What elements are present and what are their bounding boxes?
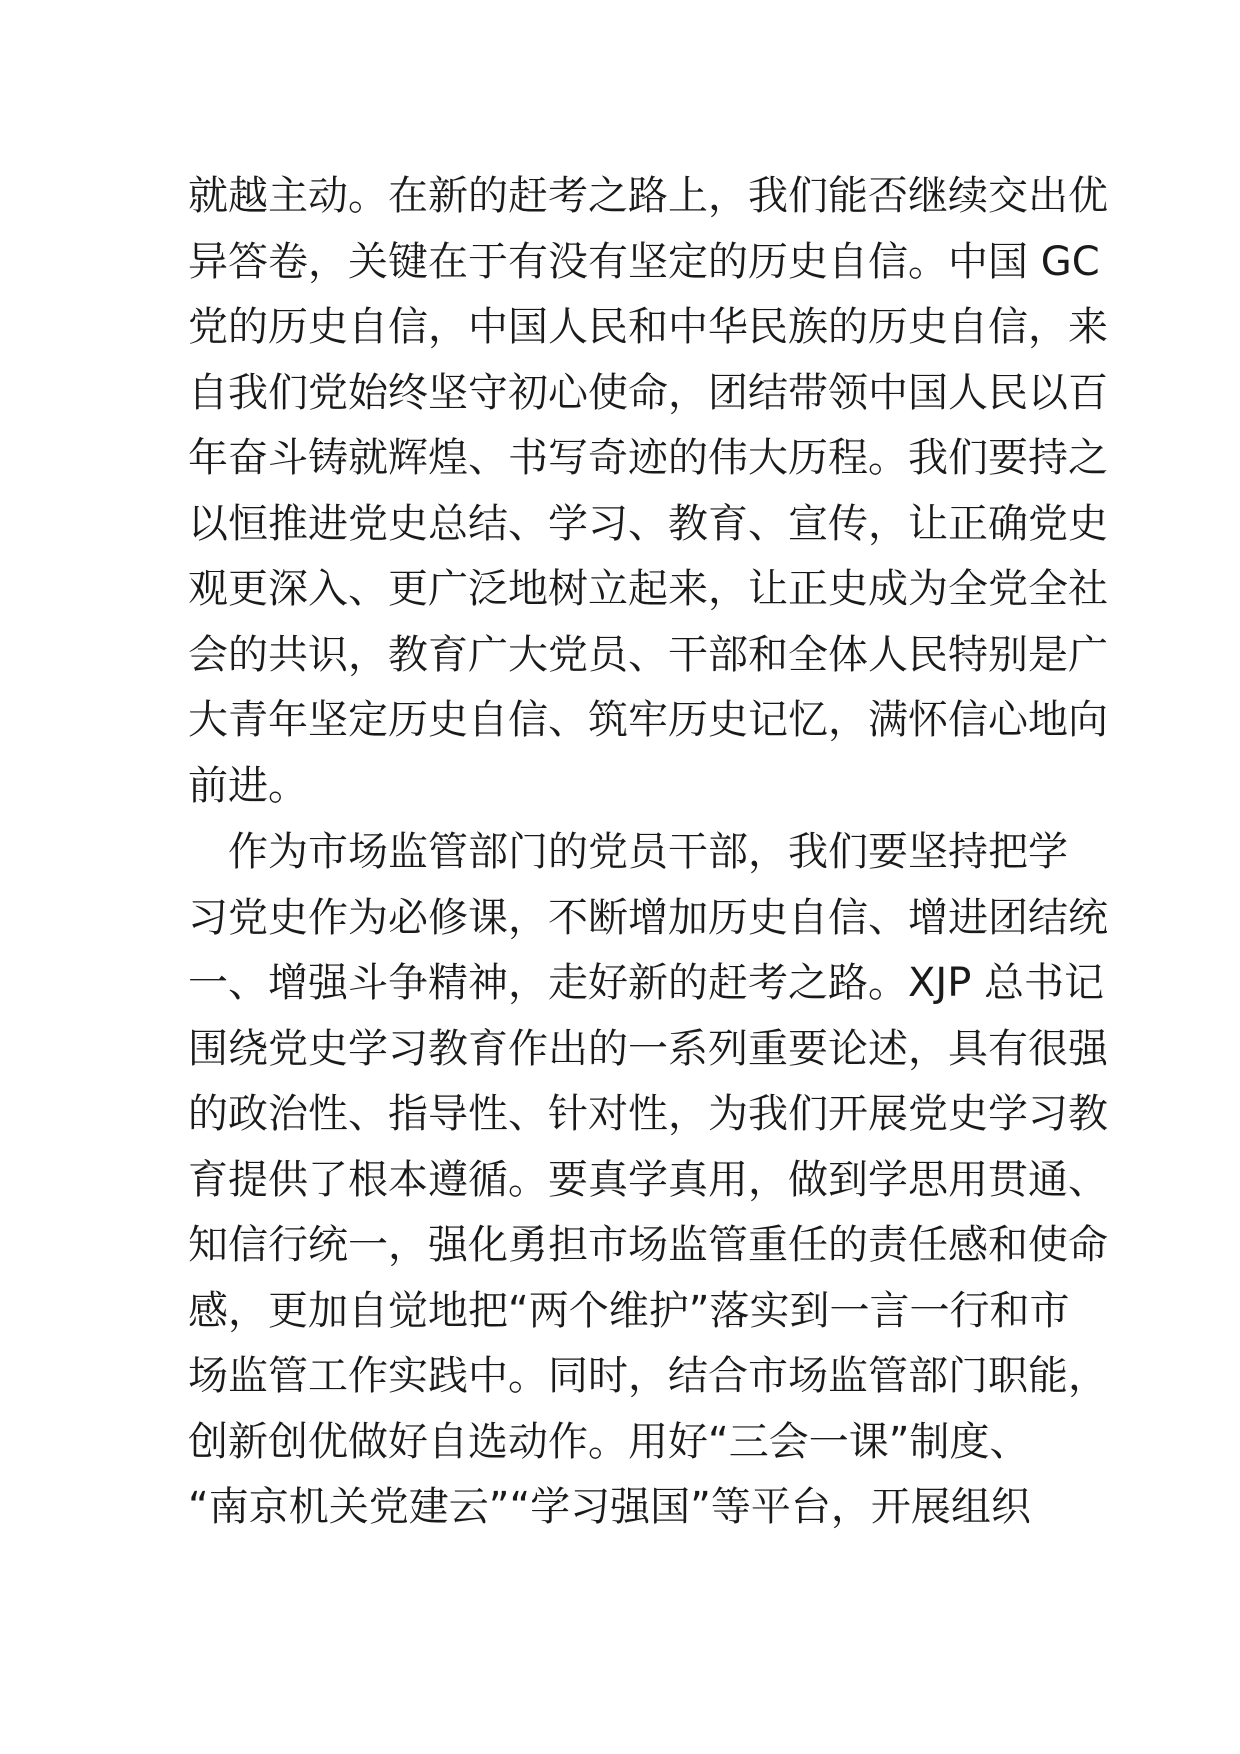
paragraph-2 — [188, 820, 1108, 1541]
text-line: 异答卷，关键在于有没有坚定的历史自信。中国 GC — [188, 238, 1100, 285]
text-line: 育提供了根本遵循。要真学真用，做到学思用贯通、 — [188, 1156, 1108, 1203]
text-line: 年奋斗铸就辉煌、书写奇迹的伟大历程。我们要持之 — [188, 435, 1108, 481]
text-line: 围绕党史学习教育作出的一系列重要论述，具有很强 — [188, 1025, 1108, 1072]
text-line: 感，更加自觉地把“两个维护”落实到一言一行和市 — [188, 1287, 1070, 1334]
text-line: 会的共识，教育广大党员、干部和全体人民特别是广 — [188, 631, 1108, 678]
paragraph-1 — [188, 164, 1108, 819]
text-line: 创新创优做好自选动作。用好“三会一课”制度、 — [188, 1418, 1030, 1465]
text-line: 自我们党始终坚守初心使命，团结带领中国人民以百 — [188, 369, 1108, 416]
text-line: 一、增强斗争精神，走好新的赶考之路。XJP 总书记 — [188, 960, 1105, 1006]
text-line: 知信行统一，强化勇担市场监管重任的责任感和使命 — [188, 1222, 1108, 1268]
text-line: 以恒推进党史总结、学习、教育、宣传，让正确党史 — [188, 500, 1108, 547]
text-line: 的政治性、指导性、针对性，为我们开展党史学习教 — [188, 1091, 1108, 1137]
text-line: 场监管工作实践中。同时，结合市场监管部门职能， — [188, 1353, 1108, 1399]
text-line: 观更深入、更广泛地树立起来，让正史成为全党全社 — [188, 566, 1108, 612]
text-line: 习党史作为必修课，不断增加历史自信、增进团结统 — [188, 894, 1108, 941]
text-line: 作为市场监管部门的党员干部，我们要坚持把学 — [188, 829, 1068, 875]
text-line: “南京机关党建云”“学习强国”等平台，开展组织 — [188, 1484, 1031, 1530]
text-line: 大青年坚定历史自信、筑牢历史记忆，满怀信心地向 — [188, 697, 1108, 743]
text-line: 前进。 — [188, 762, 308, 809]
text-line: 党的历史自信，中国人民和中华民族的历史自信，来 — [188, 304, 1108, 350]
text-line: 就越主动。在新的赶考之路上，我们能否继续交出优 — [188, 173, 1108, 219]
